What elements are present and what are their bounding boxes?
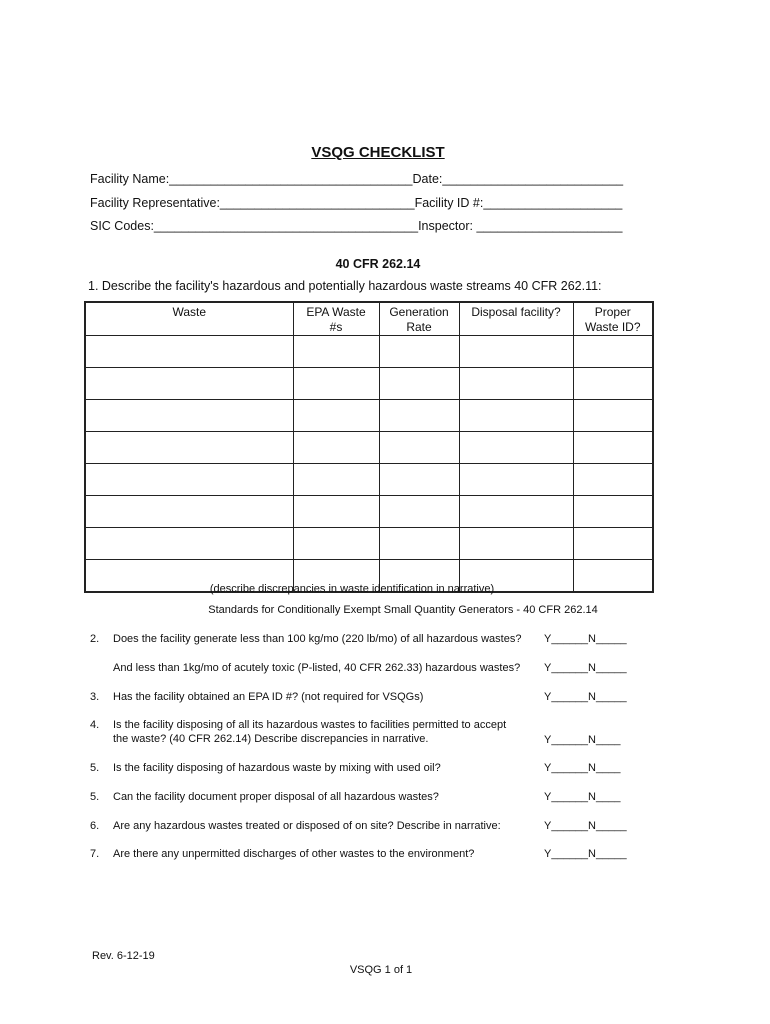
question-number: 6. bbox=[90, 820, 100, 832]
table-row bbox=[85, 528, 653, 560]
column-header-proper-waste-id: Proper Waste ID? bbox=[573, 302, 653, 336]
table-cell[interactable] bbox=[85, 368, 293, 400]
table-cell[interactable] bbox=[379, 432, 459, 464]
question-text: Are there any unpermitted discharges of other wastes to the environment? bbox=[113, 848, 475, 860]
table-cell[interactable] bbox=[379, 336, 459, 368]
table-cell[interactable] bbox=[85, 336, 293, 368]
table-cell[interactable] bbox=[379, 464, 459, 496]
table-cell[interactable] bbox=[573, 432, 653, 464]
table-cell[interactable] bbox=[85, 496, 293, 528]
question-text: Has the facility obtained an EPA ID #? (not required for VSQGs) bbox=[113, 691, 424, 703]
column-header-generation-rate: Generation Rate bbox=[379, 302, 459, 336]
table-cell[interactable] bbox=[293, 368, 379, 400]
standards-title: Standards for Conditionally Exempt Small Quantity Generators - 40 CFR 262.14 bbox=[208, 604, 598, 616]
table-cell[interactable] bbox=[293, 432, 379, 464]
discrepancy-note: (describe discrepancies in waste identification in narrative) bbox=[209, 583, 495, 595]
section-title: 40 CFR 262.14 bbox=[335, 257, 421, 271]
waste-streams-table bbox=[84, 301, 654, 593]
yes-no-answer[interactable]: Y______N_____ bbox=[544, 848, 627, 860]
yes-no-answer[interactable]: Y______N____ bbox=[544, 734, 621, 746]
question-text: Can the facility document proper disposal of all hazardous wastes? bbox=[113, 791, 439, 803]
column-header-disposal-facility: Disposal facility? bbox=[459, 302, 573, 336]
table-cell[interactable] bbox=[459, 368, 573, 400]
table-cell[interactable] bbox=[379, 496, 459, 528]
table-row bbox=[85, 496, 653, 528]
table-cell[interactable] bbox=[459, 432, 573, 464]
question-text: Is the facility disposing of hazardous waste by mixing with used oil? bbox=[113, 762, 441, 774]
table-header-row bbox=[85, 302, 653, 336]
column-header-epa-waste: EPA Waste #s bbox=[293, 302, 379, 336]
table-cell[interactable] bbox=[293, 496, 379, 528]
question-number: 4. bbox=[90, 719, 100, 731]
table-cell[interactable] bbox=[293, 528, 379, 560]
table-row bbox=[85, 336, 653, 368]
table-cell[interactable] bbox=[459, 528, 573, 560]
table-row bbox=[85, 368, 653, 400]
table-cell[interactable] bbox=[379, 528, 459, 560]
question-number: 3. bbox=[90, 691, 100, 703]
table-cell[interactable] bbox=[293, 464, 379, 496]
table-cell[interactable] bbox=[379, 400, 459, 432]
table-cell[interactable] bbox=[459, 400, 573, 432]
question-text: Is the facility disposing of all its hazardous wastes to facilities permitted to accept bbox=[113, 719, 507, 731]
table-cell[interactable] bbox=[459, 464, 573, 496]
table-cell[interactable] bbox=[85, 464, 293, 496]
page-number: VSQG 1 of 1 bbox=[349, 964, 413, 976]
table-cell[interactable] bbox=[573, 368, 653, 400]
question-text-continued: the waste? (40 CFR 262.14) Describe discrepancies in narrative. bbox=[113, 733, 429, 745]
question-text: And less than 1kg/mo of acutely toxic (P-listed, 40 CFR 262.33) hazardous wastes? bbox=[113, 662, 521, 674]
question-number: 2. bbox=[90, 633, 100, 645]
table-cell[interactable] bbox=[573, 496, 653, 528]
table-cell[interactable] bbox=[573, 528, 653, 560]
yes-no-answer[interactable]: Y______N_____ bbox=[544, 691, 627, 703]
yes-no-answer[interactable]: Y______N_____ bbox=[544, 633, 627, 645]
table-row bbox=[85, 400, 653, 432]
table-cell[interactable] bbox=[293, 336, 379, 368]
table-cell[interactable] bbox=[459, 336, 573, 368]
facility-name-field[interactable]: Facility Name:___________________________________Date:__________________________ bbox=[90, 172, 624, 186]
yes-no-answer[interactable]: Y______N_____ bbox=[544, 662, 627, 674]
table-cell[interactable] bbox=[573, 400, 653, 432]
column-header-waste: Waste bbox=[85, 302, 293, 336]
table-cell[interactable] bbox=[293, 400, 379, 432]
yes-no-answer[interactable]: Y______N_____ bbox=[544, 820, 627, 832]
question-text: Are any hazardous wastes treated or disposed of on site? Describe in narrative: bbox=[113, 820, 501, 832]
table-cell[interactable] bbox=[85, 528, 293, 560]
question-text: Does the facility generate less than 100 kg/mo (220 lb/mo) of all hazardous wastes? bbox=[113, 633, 522, 645]
facility-representative-field[interactable]: Facility Representative:____________________________Facility ID #:____________________ bbox=[90, 196, 623, 210]
table-cell[interactable] bbox=[573, 464, 653, 496]
table-cell[interactable] bbox=[379, 368, 459, 400]
page-title: VSQG CHECKLIST bbox=[311, 144, 445, 161]
question-number: 5. bbox=[90, 762, 100, 774]
table-cell[interactable] bbox=[573, 336, 653, 368]
table-cell[interactable] bbox=[85, 400, 293, 432]
question-number: 5. bbox=[90, 791, 100, 803]
revision-date: Rev. 6-12-19 bbox=[92, 950, 155, 962]
table-cell[interactable] bbox=[85, 432, 293, 464]
sic-codes-field[interactable]: SIC Codes:______________________________________Inspector: _____________________ bbox=[90, 219, 623, 233]
table-row bbox=[85, 464, 653, 496]
yes-no-answer[interactable]: Y______N____ bbox=[544, 762, 621, 774]
question-number: 7. bbox=[90, 848, 100, 860]
table-row bbox=[85, 432, 653, 464]
question-1: 1. Describe the facility's hazardous and potentially hazardous waste streams 40 CFR 262.11: bbox=[88, 279, 602, 293]
table-cell[interactable] bbox=[459, 496, 573, 528]
yes-no-answer[interactable]: Y______N____ bbox=[544, 791, 621, 803]
